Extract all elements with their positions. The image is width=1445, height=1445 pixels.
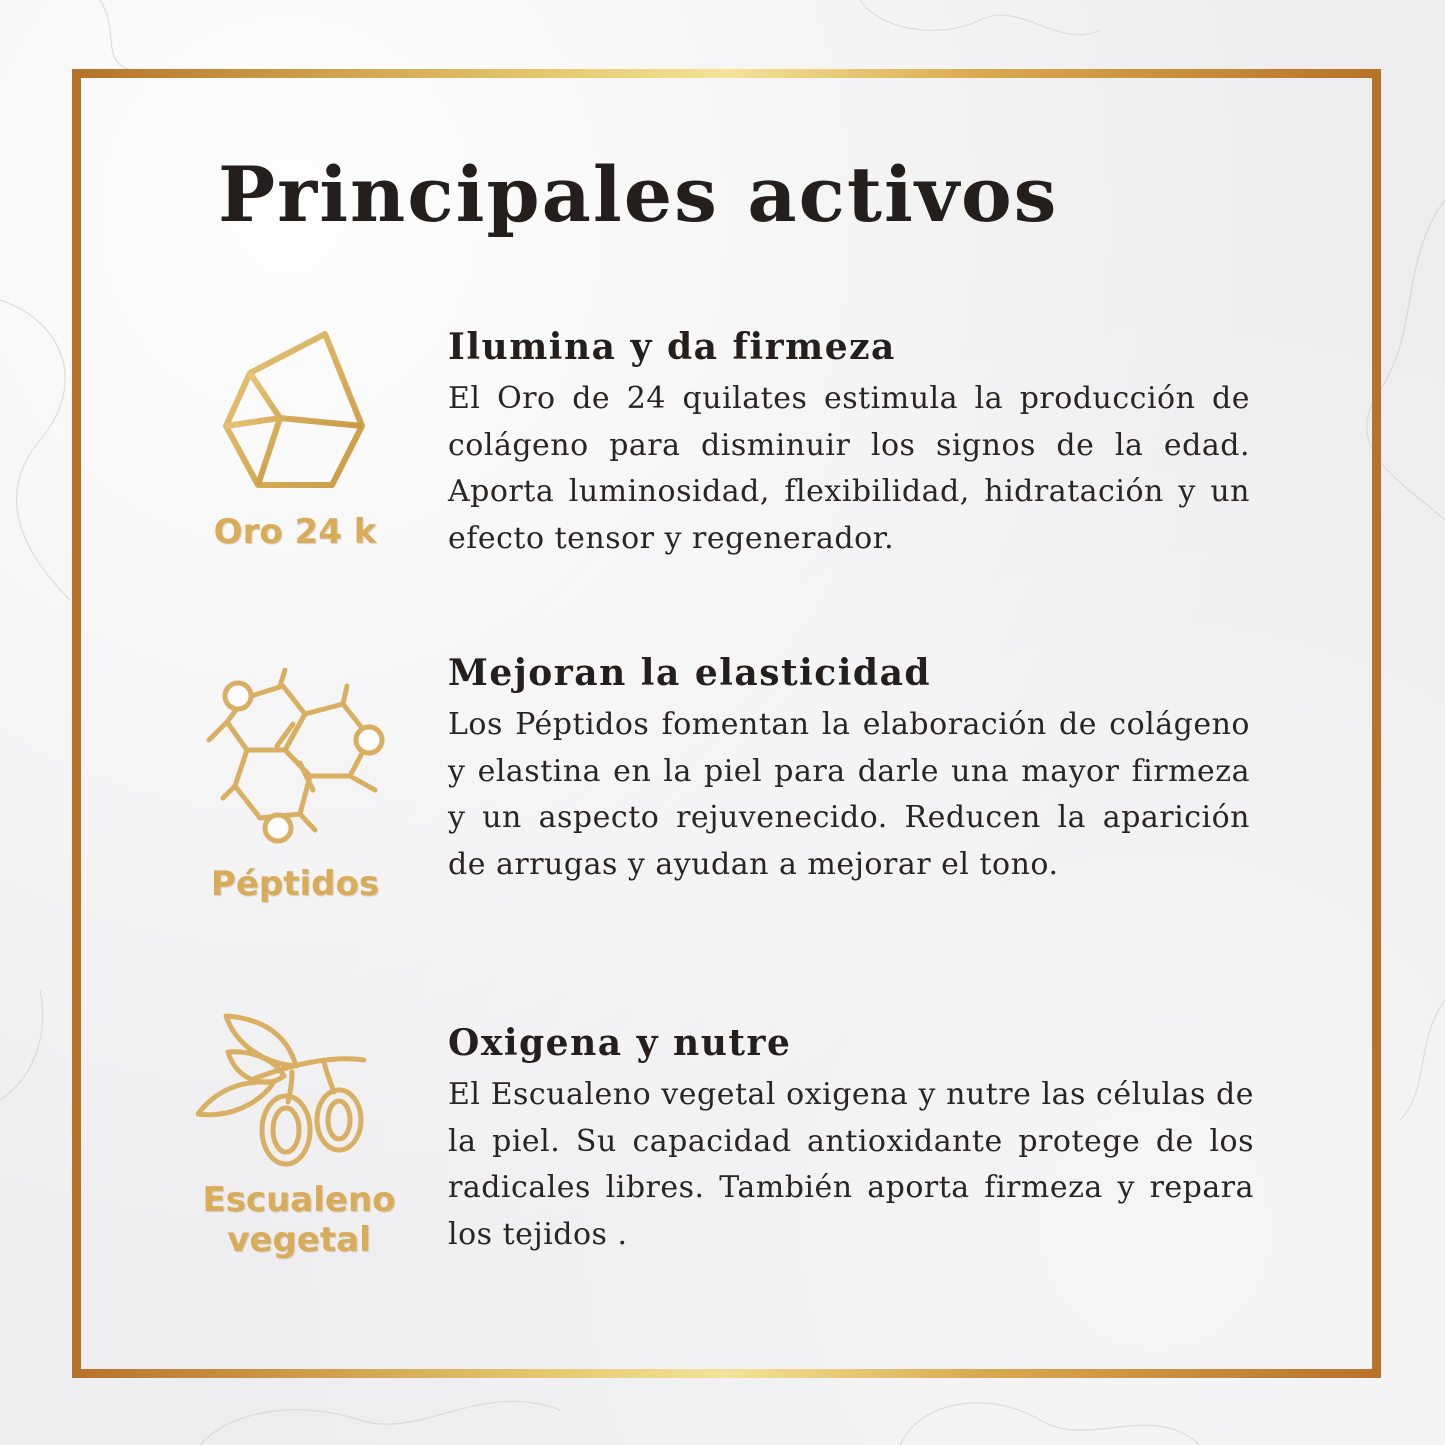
ingredient-text-oro: El Oro de 24 quilates estimula la producción de colágeno para disminuir los signos de la edad. Aporta luminosidad, flexibilidad, hidratación y un efecto tensor y regenerador.: [448, 381, 1250, 556]
ingredient-text-peptidos: Los Péptidos fomentan la elaboración de colágeno y elastina en la piel para darle una mayor firmeza y un aspecto rejuvenecido. Reducen la aparición de arrugas y ayudan a mejorar el tono.: [448, 707, 1250, 882]
ingredient-heading-escualeno: Oxigena y nutre: [448, 1022, 792, 1064]
olive-branch-icon: [196, 1010, 371, 1170]
molecule-icon: [205, 668, 390, 848]
gemstone-icon: [220, 328, 370, 493]
ingredient-label-escualeno: [190, 1180, 408, 1260]
ingredient-heading-oro: Ilumina y da firmeza: [448, 326, 896, 368]
ingredient-label-line2: vegetal: [227, 1220, 371, 1260]
ingredient-text-escualeno: El Escualeno vegetal oxigena y nutre las células de la piel. Su capacidad antioxidante protege de los radicales libres. También aporta firmeza y repara los tejidos .: [448, 1077, 1254, 1252]
ingredient-label-line1: Escualeno: [202, 1180, 396, 1220]
ingredient-label-oro: Oro 24 k: [213, 512, 377, 552]
page-title: Principales activos: [218, 150, 1059, 239]
ingredient-heading-peptidos: Mejoran la elasticidad: [448, 652, 932, 694]
ingredient-label-peptidos: Péptidos: [210, 864, 380, 904]
